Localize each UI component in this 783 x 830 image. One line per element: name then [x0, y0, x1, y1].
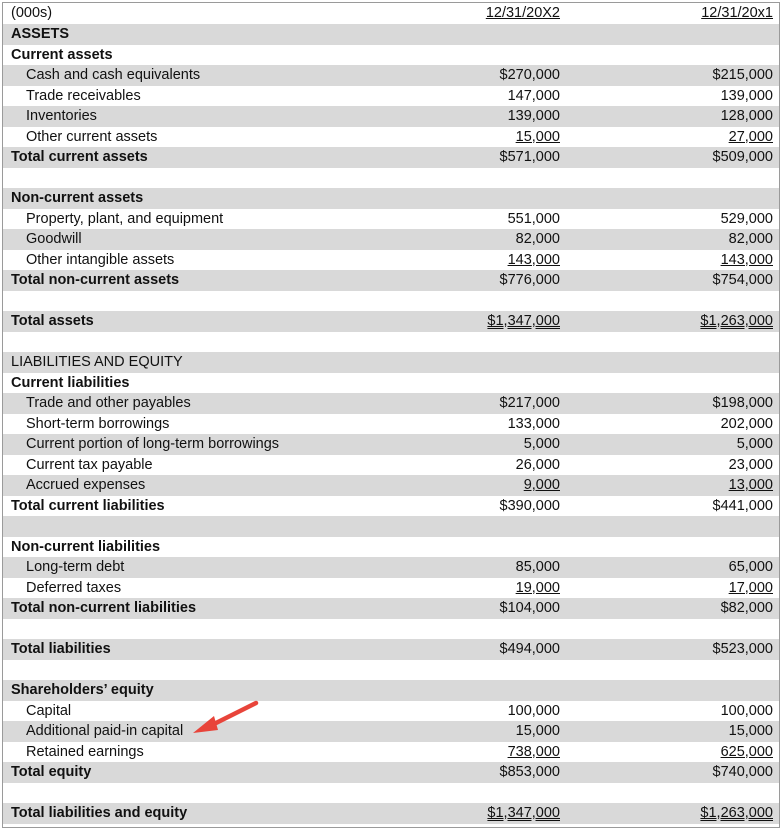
- total-row: [3, 270, 779, 291]
- total-row: [3, 762, 779, 783]
- balance-sheet: [2, 2, 780, 828]
- row-label: Current assets: [11, 46, 113, 63]
- section-heading-row: [3, 373, 779, 394]
- value-20x1: $198,000: [712, 395, 773, 411]
- row-label: Retained earnings: [26, 743, 144, 760]
- value-20x2: 147,000: [507, 87, 560, 104]
- header-row: [3, 3, 779, 24]
- column-header-20x2: 12/31/20X2: [485, 5, 560, 21]
- value-20x1: 23,000: [728, 456, 773, 473]
- row-label: Total current liabilities: [11, 497, 165, 514]
- row-label: Current liabilities: [11, 374, 130, 391]
- value-20x1: 100,000: [720, 702, 773, 719]
- value-20x2: 551,000: [507, 210, 560, 227]
- row-label: Goodwill: [26, 231, 82, 247]
- value-20x1: 15,000: [728, 723, 773, 739]
- spacer-row: [3, 291, 779, 312]
- row-label: Property, plant, and equipment: [26, 210, 224, 227]
- line-item-row: [3, 414, 779, 435]
- value-20x2: $1,347,000: [487, 805, 560, 821]
- section-heading-row: [3, 45, 779, 66]
- spacer-row: [3, 168, 779, 189]
- section-heading-row: [3, 352, 779, 373]
- value-20x1: 139,000: [720, 87, 773, 104]
- row-label: Non-current assets: [11, 190, 144, 206]
- value-20x2: 82,000: [515, 231, 560, 247]
- row-label: Deferred taxes: [26, 579, 122, 596]
- value-20x2: 85,000: [515, 559, 560, 575]
- spacer-row: [3, 516, 779, 537]
- line-item-row: [3, 475, 779, 496]
- value-20x2: 133,000: [507, 415, 560, 432]
- row-label: Total non-current assets: [11, 272, 180, 288]
- value-20x1: 625,000: [720, 743, 773, 760]
- value-20x2: 15,000: [515, 128, 560, 145]
- line-item-row: [3, 250, 779, 271]
- value-20x1: $82,000: [720, 600, 773, 616]
- line-item-row: [3, 742, 779, 763]
- row-label: Long-term debt: [26, 559, 125, 575]
- value-20x2: 143,000: [507, 251, 560, 268]
- line-item-row: [3, 393, 779, 414]
- row-label: LIABILITIES AND EQUITY: [11, 354, 183, 370]
- line-item-row: [3, 209, 779, 230]
- value-20x2: 9,000: [523, 477, 560, 493]
- row-label: Total assets: [11, 313, 94, 329]
- line-item-row: [3, 721, 779, 742]
- row-label: Inventories: [26, 108, 97, 124]
- units-label: (000s): [11, 5, 53, 21]
- row-label: ASSETS: [11, 26, 70, 42]
- section-heading-row: [3, 537, 779, 558]
- value-20x1: $740,000: [712, 764, 773, 780]
- row-label: Current portion of long-term borrowings: [26, 436, 280, 452]
- spacer-row: [3, 783, 779, 804]
- section-heading-row: [3, 188, 779, 209]
- total-row: [3, 311, 779, 332]
- line-item-row: [3, 578, 779, 599]
- total-row: [3, 803, 779, 824]
- value-20x2: 26,000: [515, 456, 560, 473]
- row-label: Shareholders’ equity: [11, 682, 154, 698]
- row-label: Cash and cash equivalents: [26, 67, 201, 83]
- value-20x1: 5,000: [736, 436, 773, 452]
- value-20x2: 19,000: [515, 579, 560, 596]
- value-20x1: $754,000: [712, 272, 773, 288]
- value-20x2: $571,000: [499, 149, 560, 165]
- row-label: Capital: [26, 702, 72, 719]
- line-item-row: [3, 455, 779, 476]
- value-20x1: $215,000: [712, 67, 773, 83]
- value-20x2: 15,000: [515, 723, 560, 739]
- value-20x1: 82,000: [728, 231, 773, 247]
- value-20x1: $523,000: [712, 641, 773, 657]
- line-item-row: [3, 434, 779, 455]
- row-label: Other intangible assets: [26, 251, 175, 268]
- row-label: Trade and other payables: [26, 395, 191, 411]
- row-label: Total equity: [11, 764, 92, 780]
- value-20x2: $217,000: [499, 395, 560, 411]
- spacer-row: [3, 332, 779, 353]
- value-20x2: $853,000: [499, 764, 560, 780]
- line-item-row: [3, 127, 779, 148]
- total-row: [3, 496, 779, 517]
- value-20x1: $441,000: [712, 497, 773, 514]
- row-label: Trade receivables: [26, 87, 141, 104]
- line-item-row: [3, 65, 779, 86]
- value-20x2: $390,000: [499, 497, 560, 514]
- column-header-20x1: 12/31/20x1: [701, 5, 773, 21]
- line-item-row: [3, 106, 779, 127]
- line-item-row: [3, 701, 779, 722]
- row-label: Total current assets: [11, 149, 148, 165]
- value-20x1: 13,000: [728, 477, 773, 493]
- total-row: [3, 639, 779, 660]
- line-item-row: [3, 86, 779, 107]
- line-item-row: [3, 557, 779, 578]
- section-heading-row: [3, 24, 779, 45]
- row-label: Non-current liabilities: [11, 538, 161, 555]
- row-label: Total non-current liabilities: [11, 600, 197, 616]
- value-20x2: $776,000: [499, 272, 560, 288]
- value-20x1: 143,000: [720, 251, 773, 268]
- row-label: Total liabilities: [11, 641, 111, 657]
- row-label: Other current assets: [26, 128, 158, 145]
- value-20x2: 738,000: [507, 743, 560, 760]
- value-20x1: $1,263,000: [700, 313, 773, 329]
- total-row: [3, 598, 779, 619]
- value-20x1: $1,263,000: [700, 805, 773, 821]
- value-20x2: 5,000: [523, 436, 560, 452]
- value-20x2: $270,000: [499, 67, 560, 83]
- value-20x2: $1,347,000: [487, 313, 560, 329]
- total-row: [3, 147, 779, 168]
- value-20x1: 202,000: [720, 415, 773, 432]
- spacer-row: [3, 619, 779, 640]
- line-item-row: [3, 229, 779, 250]
- value-20x1: 27,000: [728, 128, 773, 145]
- value-20x2: 139,000: [507, 108, 560, 124]
- value-20x2: 100,000: [507, 702, 560, 719]
- row-label: Total liabilities and equity: [11, 805, 188, 821]
- value-20x1: 128,000: [720, 108, 773, 124]
- spacer-row: [3, 660, 779, 681]
- row-label: Accrued expenses: [26, 477, 146, 493]
- value-20x1: $509,000: [712, 149, 773, 165]
- value-20x2: $494,000: [499, 641, 560, 657]
- row-label: Short-term borrowings: [26, 415, 170, 432]
- value-20x1: 529,000: [720, 210, 773, 227]
- row-label: Current tax payable: [26, 456, 153, 473]
- section-heading-row: [3, 680, 779, 701]
- value-20x2: $104,000: [499, 600, 560, 616]
- value-20x1: 17,000: [728, 579, 773, 596]
- row-label: Additional paid-in capital: [26, 723, 184, 739]
- value-20x1: 65,000: [728, 559, 773, 575]
